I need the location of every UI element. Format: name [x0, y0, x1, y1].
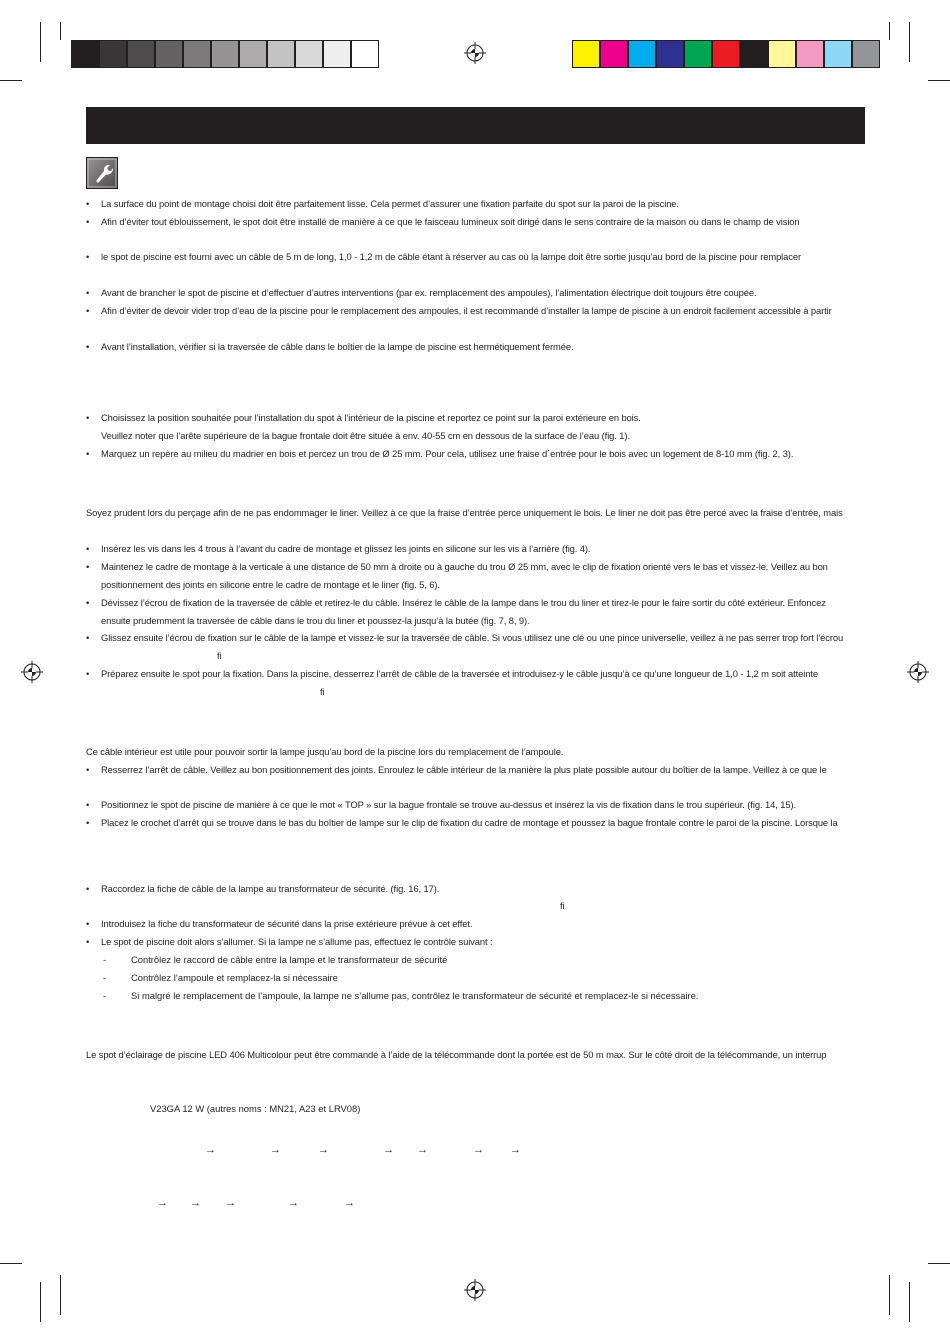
arrow-icon: →	[205, 1144, 216, 1156]
paragraph: Insérez les vis dans les 4 trous à l’avant du cadre de montage et glissez les joints en silicone sur les vis à l’arrière (ﬁg. 4).	[101, 543, 591, 554]
paragraph: Aﬁn d’éviter de devoir vider trop d’eau de la piscine pour le remplacement des ampoules, il est recommandé d’installer la lampe de piscine à un endroit facilement accessible à partir	[101, 305, 832, 316]
paragraph: Glissez ensuite l’écrou de ﬁxation sur le câble de la lampe et vissez-le sur la traversée de câble. Si vous utilisez une clé ou une pince universelle, veillez à ne pas serrer trop fort l’écrou	[101, 632, 844, 643]
process-swatch	[600, 40, 628, 68]
paragraph: Introduisez la ﬁche du transformateur de sécurité dans la prise extérieure prévue à cet effet.	[101, 918, 473, 929]
section-title-bar	[86, 107, 865, 144]
crop-mark	[0, 80, 22, 81]
arrow-icon: →	[318, 1144, 329, 1156]
paragraph: Positionnez le spot de piscine de manière à ce que le mot « TOP » sur la bague frontale se trouve au-dessus et insérez la vis de ﬁxation dans le trou supérieur. (ﬁg. 14, 15).	[101, 799, 796, 810]
crop-mark	[909, 1282, 910, 1322]
arrow-icon: →	[288, 1197, 299, 1209]
bullet: •	[86, 287, 90, 298]
arrow-icon: →	[510, 1144, 521, 1156]
arrow-icon: →	[417, 1144, 428, 1156]
bullet: •	[86, 764, 90, 775]
process-swatch	[684, 40, 712, 68]
paragraph: Dévissez l’écrou de ﬁxation de la traversée de câble et retirez-le du câble. Insérez le câble de la lampe dans le trou du liner et tirez-le pour le faire sortir du côté extérieur. Enfoncez	[101, 597, 826, 608]
battery-type: V23GA 12 W (autres noms : MN21, A23 et LRV08)	[150, 1103, 361, 1114]
paragraph: Aﬁn d’éviter tout éblouissement, le spot doit être installé de manière à ce que le faisceau lumineux soit dirigé dans le sens contraire de la maison ou dans le champ de vision	[101, 216, 800, 227]
paragraph: Resserrez l’arrêt de câble. Veillez au bon positionnement des joints. Enroulez le câble intérieur de la manière la plus plate possible autour du boîtier de la lampe. Veillez à ce que le	[101, 764, 827, 775]
bullet: •	[86, 448, 90, 459]
paragraph: Avant de brancher le spot de piscine et d’effectuer d’autres interventions (par ex. remplacement des ampoules), l’alimentation électrique doit toujours être coupée.	[101, 287, 757, 298]
bullet: •	[86, 883, 90, 894]
bullet: •	[86, 936, 90, 947]
paragraph: Ce câble intérieur est utile pour pouvoir sortir la lampe jusqu’au bord de la piscine lors du remplacement de l’ampoule.	[86, 746, 564, 757]
paragraph: Préparez ensuite le spot pour la ﬁxation. Dans la piscine, desserrez l’arrêt de câble de la traversée et introduisez-y le câble jusqu’à ce qu’une longueur de 1,0 - 1,2 m soit atteinte	[101, 668, 819, 679]
process-swatch	[628, 40, 656, 68]
wrench-icon	[86, 157, 118, 189]
bullet: •	[86, 251, 90, 262]
dash: -	[103, 954, 107, 965]
crop-mark	[60, 22, 61, 40]
gray-swatch	[267, 40, 295, 68]
bullet: •	[86, 632, 90, 643]
check-item: Contrôlez le raccord de câble entre la lampe et le transformateur de sécurité	[131, 954, 448, 965]
bullet: •	[86, 799, 90, 810]
bullet: •	[86, 817, 90, 828]
paragraph: positionnement des joints en silicone entre le cadre de montage et le liner (ﬁg. 5, 6).	[101, 579, 440, 590]
arrow-icon: →	[473, 1144, 484, 1156]
process-swatch	[796, 40, 824, 68]
gray-swatch	[295, 40, 323, 68]
gray-swatch	[127, 40, 155, 68]
bullet: •	[86, 668, 90, 679]
paragraph: La surface du point de montage choisi doit être parfaitement lisse. Cela permet d’assurer une ﬁxation parfaite du spot sur la paroi de la piscine.	[101, 198, 679, 209]
process-swatch	[824, 40, 852, 68]
bullet: •	[86, 561, 90, 572]
bullet: •	[86, 543, 90, 554]
paragraph: Raccordez la ﬁche de câble de la lampe au transformateur de sécurité. (ﬁg. 16, 17).	[101, 883, 440, 894]
bullet: •	[86, 305, 90, 316]
crop-mark	[909, 22, 910, 62]
registration-mark-icon	[464, 42, 486, 64]
gray-swatch	[239, 40, 267, 68]
gray-swatch	[211, 40, 239, 68]
arrow-icon: →	[383, 1144, 394, 1156]
gray-swatch	[323, 40, 351, 68]
bullet: •	[86, 216, 90, 227]
process-swatch	[852, 40, 880, 68]
crop-mark	[889, 22, 890, 40]
glyph-fragment: ﬁ	[560, 900, 565, 911]
arrow-icon: →	[190, 1197, 201, 1209]
crop-mark	[0, 1263, 22, 1264]
paragraph: Marquez un repère au milieu du madrier en bois et percez un trou de Ø 25 mm. Pour cela, utilisez une fraise d´entrée pour le bois avec un logement de 8-10 mm (ﬁg. 2, 3).	[101, 448, 794, 459]
paragraph: Le spot de piscine doit alors s’allumer. Si la lampe ne s’allume pas, effectuez le contrôle suivant :	[101, 936, 493, 947]
paragraph: Veuillez noter que l’arête supérieure de la bague frontale doit être située à env. 40-55 cm en dessous de la surface de l’eau (ﬁg. 1).	[101, 430, 630, 441]
dash: -	[103, 990, 107, 1001]
bullet: •	[86, 412, 90, 423]
process-swatch	[572, 40, 600, 68]
process-swatch	[740, 40, 768, 68]
paragraph: le spot de piscine est fourni avec un câble de 5 m de long, 1,0 - 1,2 m de câble étant à réserver au cas où la lampe doit être sortie jusqu’au bord de la piscine pour remplacer	[101, 251, 802, 262]
process-swatch	[656, 40, 684, 68]
crop-mark	[40, 1282, 41, 1322]
gray-swatch	[155, 40, 183, 68]
crop-mark	[928, 80, 950, 81]
crop-mark	[40, 22, 41, 62]
bullet: •	[86, 918, 90, 929]
arrow-icon: →	[225, 1197, 236, 1209]
gray-swatch	[71, 40, 99, 68]
registration-mark-icon	[464, 1279, 486, 1301]
paragraph: Choisissez la position souhaitée pour l’installation du spot à l’intérieur de la piscine et reportez ce point sur la paroi extérieure en bois.	[101, 412, 641, 423]
arrow-icon: →	[344, 1197, 355, 1209]
gray-swatch	[183, 40, 211, 68]
paragraph: ensuite prudemment la traversée de câble dans le trou du liner et poussez-la jusqu’à la butée (ﬁg. 7, 8, 9).	[101, 615, 530, 626]
process-swatch	[712, 40, 740, 68]
bullet: •	[86, 198, 90, 209]
arrow-icon: →	[157, 1197, 168, 1209]
paragraph: Placez le crochet d’arrêt qui se trouve dans le bas du boîtier de lampe sur le clip de ﬁxation du cadre de montage et poussez la bague frontale contre le paroi de la piscine. Lorsque la	[101, 817, 838, 828]
check-item: Si malgré le remplacement de l’ampoule, la lampe ne s’allume pas, contrôlez le transformateur de sécurité et remplacez-le si nécessaire.	[131, 990, 699, 1001]
registration-mark-icon	[21, 661, 43, 683]
arrow-icon: →	[270, 1144, 281, 1156]
check-item: Contrôlez l’ampoule et remplacez-la si nécessaire	[131, 972, 338, 983]
bullet: •	[86, 341, 90, 352]
bullet: •	[86, 597, 90, 608]
crop-mark	[928, 1263, 950, 1264]
paragraph: Soyez prudent lors du perçage aﬁn de ne pas endommager le liner. Veillez à ce que la fraise d’entrée perce uniquement le bois. Le liner ne doit pas être percé avec la fraise d’entrée, mais	[86, 507, 843, 518]
paragraph: Avant l’installation, vériﬁer si la traversée de câble dans le boîtier de la lampe de piscine est hermétiquement fermée.	[101, 341, 574, 352]
gray-swatch	[351, 40, 379, 68]
glyph-fragment: ﬁ	[320, 686, 325, 697]
gray-swatch	[99, 40, 127, 68]
crop-mark	[889, 1275, 890, 1315]
paragraph: Le spot d’éclairage de piscine LED 406 Multicolour peut être commandé à l’aide de la télécommande dont la portée est de 50 m max. Sur le côté droit de la télécommande, un interrup	[86, 1049, 827, 1060]
crop-mark	[60, 1275, 61, 1315]
registration-mark-icon	[907, 661, 929, 683]
paragraph: Maintenez le cadre de montage à la verticale à une distance de 50 mm à droite ou à gauche du trou Ø 25 mm, avec le clip de ﬁxation orienté vers le bas et vissez-le. Veillez au bon	[101, 561, 828, 572]
glyph-fragment: ﬁ	[217, 650, 222, 661]
process-swatch	[768, 40, 796, 68]
dash: -	[103, 972, 107, 983]
